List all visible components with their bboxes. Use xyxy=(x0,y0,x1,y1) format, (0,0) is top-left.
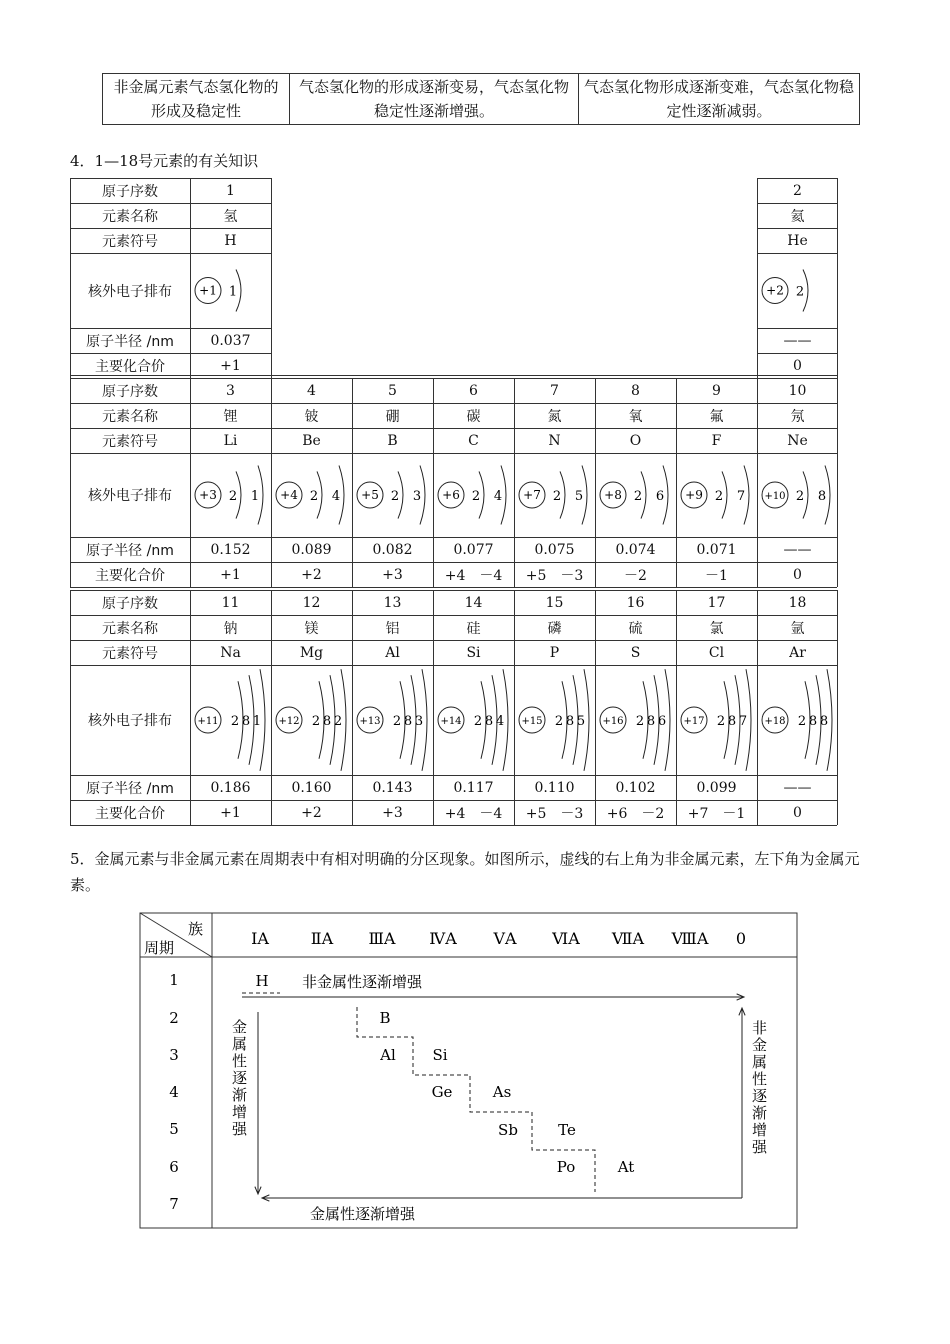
nucleus-charge: +9 xyxy=(685,488,703,502)
element-valence-H: +1 xyxy=(220,357,241,374)
row-label-radius: 原子半径 /nm xyxy=(86,780,174,797)
nucleus-charge: +10 xyxy=(764,491,786,502)
element-valence-Ne: 0 xyxy=(793,566,802,583)
element-valence-S: +6 －2 xyxy=(606,805,665,822)
row-label-number: 原子序数 xyxy=(102,183,158,200)
top-arrow-label: 非金属性逐渐增强 xyxy=(302,973,423,991)
left-arrow-label-char: 渐 xyxy=(232,1086,248,1104)
element-symbol-C: C xyxy=(468,432,479,449)
element-number-Si: 14 xyxy=(464,594,483,611)
element-number-Cl: 17 xyxy=(707,594,726,611)
nucleus-charge: +18 xyxy=(764,716,786,727)
row-label-name: 元素名称 xyxy=(102,620,158,637)
nucleus-charge: +12 xyxy=(278,716,300,727)
nucleus-charge: +7 xyxy=(523,488,541,502)
element-valence-Ar: 0 xyxy=(793,804,802,821)
section4-heading: 4．1—18号元素的有关知识 xyxy=(70,152,259,170)
element-name-Be: 铍 xyxy=(304,408,319,425)
element-symbol-F: F xyxy=(711,432,722,449)
element-name-N: 氮 xyxy=(547,408,562,425)
shell-electron-count: 8 xyxy=(403,714,413,729)
shell-electron-count: 1 xyxy=(228,284,238,300)
shell-electron-count: 7 xyxy=(736,489,746,504)
shell-electron-count: 6 xyxy=(655,489,665,504)
nucleus-charge: +17 xyxy=(683,716,705,727)
element-number-H: 1 xyxy=(226,182,235,199)
element-symbol-Cl: Cl xyxy=(708,644,725,661)
element-name-Li: 锂 xyxy=(223,408,238,425)
shell-electron-count: 2 xyxy=(797,714,807,729)
element-symbol-Ne: Ne xyxy=(787,432,808,449)
shell-electron-count: 2 xyxy=(390,489,400,504)
shell-electron-count: 2 xyxy=(795,489,805,504)
element-radius-P: 0.110 xyxy=(534,779,575,796)
element-number-C: 6 xyxy=(469,382,478,399)
shell-electron-count: 8 xyxy=(808,714,818,729)
section5-text: 5．金属元素与非金属元素在周期表中有相对明确的分区现象。如图所示，虚线的右上角为非金属元素，左下角为金属元素。 xyxy=(70,850,860,894)
element-valence-He: 0 xyxy=(793,357,802,374)
row-label-number: 原子序数 xyxy=(102,595,158,612)
element-symbol-Be: Be xyxy=(302,432,321,449)
element-symbol-Mg: Mg xyxy=(299,644,324,661)
corner-group-label: 族 xyxy=(188,920,204,938)
period-label: 1 xyxy=(169,971,179,989)
element-symbol-O: O xyxy=(629,432,642,449)
shell-electron-count: 2 xyxy=(311,714,321,729)
zone-element-Te: Te xyxy=(558,1121,576,1139)
element-radius-B: 0.082 xyxy=(372,541,413,558)
element-number-F: 9 xyxy=(712,382,721,399)
element-number-Al: 13 xyxy=(383,594,402,611)
comparison-label: 非金属元素气态氢化物的形成及稳定性 xyxy=(103,74,290,125)
shell-electron-count: 6 xyxy=(657,714,667,729)
group-header: ⅣA xyxy=(429,929,457,948)
element-number-Mg: 12 xyxy=(302,594,321,611)
element-name-Na: 钠 xyxy=(223,620,238,637)
element-number-N: 7 xyxy=(550,382,559,399)
group-header: ⅤA xyxy=(493,929,517,948)
element-name-B: 硼 xyxy=(385,408,400,425)
group-header: ⅢA xyxy=(368,929,396,948)
period-label: 4 xyxy=(169,1083,179,1101)
element-name-Al: 铝 xyxy=(385,620,400,637)
shell-electron-count: 8 xyxy=(484,714,494,729)
nucleus-charge: +15 xyxy=(521,716,543,727)
zone-element-At: At xyxy=(617,1158,635,1176)
group-header: 0 xyxy=(735,929,747,948)
shell-electron-count: 2 xyxy=(230,714,240,729)
row-label-name: 元素名称 xyxy=(102,408,158,425)
right-arrow-label-char: 增 xyxy=(752,1121,768,1139)
shell-electron-count: 4 xyxy=(331,489,341,504)
comparison-col1: 气态氢化物的形成逐渐变易，气态氢化物稳定性逐渐增强。 xyxy=(290,74,579,125)
right-arrow-label-char: 渐 xyxy=(752,1104,768,1122)
left-arrow-label-char: 金 xyxy=(232,1018,248,1036)
zone-element-Po: Po xyxy=(556,1158,576,1176)
right-arrow-label-char: 属 xyxy=(752,1053,768,1071)
element-radius-Mg: 0.160 xyxy=(291,779,332,796)
element-valence-F: －1 xyxy=(705,567,728,584)
element-valence-Li: +1 xyxy=(220,566,241,583)
element-radius-N: 0.075 xyxy=(534,541,575,558)
element-radius-Be: 0.089 xyxy=(291,541,332,558)
element-name-S: 硫 xyxy=(628,620,643,637)
zone-element-Ge: Ge xyxy=(431,1083,453,1101)
element-valence-B: +3 xyxy=(382,566,403,583)
row-label-name: 元素名称 xyxy=(102,208,158,225)
element-name-Ar: 氩 xyxy=(790,620,805,637)
element-number-Li: 3 xyxy=(226,382,235,399)
nucleus-charge: +11 xyxy=(197,716,219,727)
group-header: ⅠA xyxy=(251,929,269,948)
nucleus-charge: +1 xyxy=(199,283,217,298)
nucleus-charge: +6 xyxy=(442,488,460,502)
element-number-S: 16 xyxy=(626,594,645,611)
shell-electron-count: 1 xyxy=(252,714,262,729)
shell-electron-count: 2 xyxy=(333,714,343,729)
element-number-Ar: 18 xyxy=(788,594,807,611)
nucleus-charge: +8 xyxy=(604,488,622,502)
element-valence-Mg: +2 xyxy=(301,804,322,821)
element-radius-Ne: —— xyxy=(783,541,812,558)
element-name-He: 氦 xyxy=(790,208,805,225)
element-symbol-B: B xyxy=(387,432,398,449)
element-valence-C: +4 －4 xyxy=(444,567,503,584)
element-radius-Li: 0.152 xyxy=(210,541,251,558)
element-number-O: 8 xyxy=(631,382,640,399)
element-radius-S: 0.102 xyxy=(615,779,656,796)
element-symbol-Si: Si xyxy=(466,644,481,661)
shell-electron-count: 8 xyxy=(322,714,332,729)
element-valence-N: +5 －3 xyxy=(525,567,584,584)
shell-electron-count: 8 xyxy=(819,714,829,729)
element-radius-Ar: —— xyxy=(783,779,812,796)
shell-electron-count: 2 xyxy=(714,489,724,504)
group-header: ⅥA xyxy=(552,929,580,948)
row-label-number: 原子序数 xyxy=(102,383,158,400)
shell-electron-count: 3 xyxy=(412,489,422,504)
element-radius-Si: 0.117 xyxy=(453,779,494,796)
left-arrow-label-char: 增 xyxy=(232,1103,248,1121)
nucleus-charge: +3 xyxy=(199,488,217,502)
period-label: 6 xyxy=(169,1158,179,1176)
element-valence-Be: +2 xyxy=(301,566,322,583)
shell-electron-count: 8 xyxy=(565,714,575,729)
element-symbol-S: S xyxy=(630,644,641,661)
group-header: ⅦA xyxy=(611,929,645,948)
element-name-Si: 硅 xyxy=(466,620,481,637)
element-name-P: 磷 xyxy=(547,620,562,637)
row-label-config: 核外电子排布 xyxy=(88,283,172,300)
shell-electron-count: 2 xyxy=(635,714,645,729)
shell-electron-count: 7 xyxy=(738,714,748,729)
element-number-Na: 11 xyxy=(221,594,240,611)
element-name-O: 氧 xyxy=(628,408,643,425)
nucleus-charge: +16 xyxy=(602,716,624,727)
row-label-symbol: 元素符号 xyxy=(102,233,158,250)
element-radius-O: 0.074 xyxy=(615,541,656,558)
nucleus-charge: +5 xyxy=(361,488,379,502)
group-header: ⅧA xyxy=(671,929,709,948)
row-label-valence: 主要化合价 xyxy=(95,358,165,375)
zone-element-As: As xyxy=(492,1083,512,1101)
right-arrow-label-char: 强 xyxy=(752,1138,768,1156)
element-valence-Al: +3 xyxy=(382,804,403,821)
shell-electron-count: 2 xyxy=(471,489,481,504)
element-symbol-Li: Li xyxy=(223,432,238,449)
group-header: ⅡA xyxy=(310,929,334,948)
element-radius-Al: 0.143 xyxy=(372,779,413,796)
right-arrow-label-char: 金 xyxy=(752,1036,768,1054)
row-label-config: 核外电子排布 xyxy=(88,488,172,504)
zone-element-H: H xyxy=(255,972,269,990)
left-arrow-label-char: 属 xyxy=(232,1035,248,1053)
element-symbol-N: N xyxy=(548,432,561,449)
shell-electron-count: 8 xyxy=(241,714,251,729)
row-label-valence: 主要化合价 xyxy=(95,805,165,822)
shell-electron-count: 4 xyxy=(495,714,505,729)
element-number-Ne: 10 xyxy=(788,382,807,399)
shell-electron-count: 1 xyxy=(250,489,260,504)
element-symbol-Al: Al xyxy=(385,644,400,661)
element-name-Mg: 镁 xyxy=(304,620,319,637)
element-number-Be: 4 xyxy=(307,382,316,399)
right-arrow-label-char: 非 xyxy=(752,1019,768,1037)
row-label-symbol: 元素符号 xyxy=(102,645,158,662)
period-label: 7 xyxy=(169,1195,179,1213)
zone-element-Al: Al xyxy=(380,1046,396,1064)
zone-element-Sb: Sb xyxy=(498,1121,518,1139)
element-name-F: 氟 xyxy=(709,408,724,425)
element-radius-Na: 0.186 xyxy=(210,779,251,796)
left-arrow-label-char: 性 xyxy=(232,1052,248,1070)
shell-electron-count: 2 xyxy=(716,714,726,729)
element-symbol-Ar: Ar xyxy=(789,644,806,661)
right-arrow-label-char: 逐 xyxy=(752,1087,768,1105)
element-symbol-Na: Na xyxy=(220,644,241,661)
row-label-radius: 原子半径 /nm xyxy=(86,333,174,350)
element-symbol-He: He xyxy=(787,232,808,249)
element-radius-F: 0.071 xyxy=(696,541,737,558)
shell-electron-count: 2 xyxy=(633,489,643,504)
element-radius-Cl: 0.099 xyxy=(696,779,737,796)
zone-element-B: B xyxy=(379,1009,391,1027)
shell-electron-count: 4 xyxy=(493,489,503,504)
right-arrow-label-char: 性 xyxy=(752,1070,768,1088)
element-name-H: 氢 xyxy=(223,208,238,225)
element-number-He: 2 xyxy=(793,182,802,199)
zone-element-Si: Si xyxy=(432,1046,448,1064)
element-valence-P: +5 －3 xyxy=(525,805,584,822)
shell-electron-count: 2 xyxy=(228,489,238,504)
shell-electron-count: 8 xyxy=(646,714,656,729)
shell-electron-count: 2 xyxy=(552,489,562,504)
shell-electron-count: 2 xyxy=(554,714,564,729)
period-label: 5 xyxy=(169,1120,179,1138)
row-label-radius: 原子半径 /nm xyxy=(86,542,174,559)
shell-electron-count: 2 xyxy=(473,714,483,729)
nucleus-charge: +2 xyxy=(766,283,784,298)
element-radius-C: 0.077 xyxy=(453,541,494,558)
shell-electron-count: 2 xyxy=(392,714,402,729)
shell-electron-count: 2 xyxy=(309,489,319,504)
row-label-symbol: 元素符号 xyxy=(102,433,158,450)
element-radius-H: 0.037 xyxy=(210,332,251,349)
element-symbol-H: H xyxy=(224,232,237,249)
shell-electron-count: 2 xyxy=(795,284,805,300)
shell-electron-count: 3 xyxy=(414,714,424,729)
element-name-C: 碳 xyxy=(466,408,481,425)
element-number-P: 15 xyxy=(545,594,564,611)
comparison-col2: 气态氢化物形成逐渐变难，气态氢化物稳定性逐渐减弱。 xyxy=(579,74,860,125)
element-valence-Na: +1 xyxy=(220,804,241,821)
left-arrow-label-char: 逐 xyxy=(232,1069,248,1087)
element-valence-O: －2 xyxy=(624,567,647,584)
shell-electron-count: 8 xyxy=(817,489,827,504)
element-number-B: 5 xyxy=(388,382,397,399)
period-label: 3 xyxy=(169,1046,179,1064)
row-label-valence: 主要化合价 xyxy=(95,567,165,584)
element-radius-He: —— xyxy=(783,332,812,349)
element-valence-Cl: +7 －1 xyxy=(687,805,746,822)
left-arrow-label-char: 强 xyxy=(232,1120,248,1138)
element-name-Ne: 氖 xyxy=(790,408,805,425)
element-symbol-P: P xyxy=(549,644,560,661)
row-label-config: 核外电子排布 xyxy=(88,713,172,729)
bottom-arrow-label: 金属性逐渐增强 xyxy=(310,1205,416,1223)
corner-period-label: 周期 xyxy=(144,939,175,957)
nucleus-charge: +4 xyxy=(280,488,298,502)
period-label: 2 xyxy=(169,1009,179,1027)
shell-electron-count: 8 xyxy=(727,714,737,729)
nucleus-charge: +13 xyxy=(359,716,381,727)
shell-electron-count: 5 xyxy=(576,714,586,729)
shell-electron-count: 5 xyxy=(574,489,584,504)
nucleus-charge: +14 xyxy=(440,716,462,727)
element-name-Cl: 氯 xyxy=(709,620,724,637)
element-valence-Si: +4 －4 xyxy=(444,805,503,822)
